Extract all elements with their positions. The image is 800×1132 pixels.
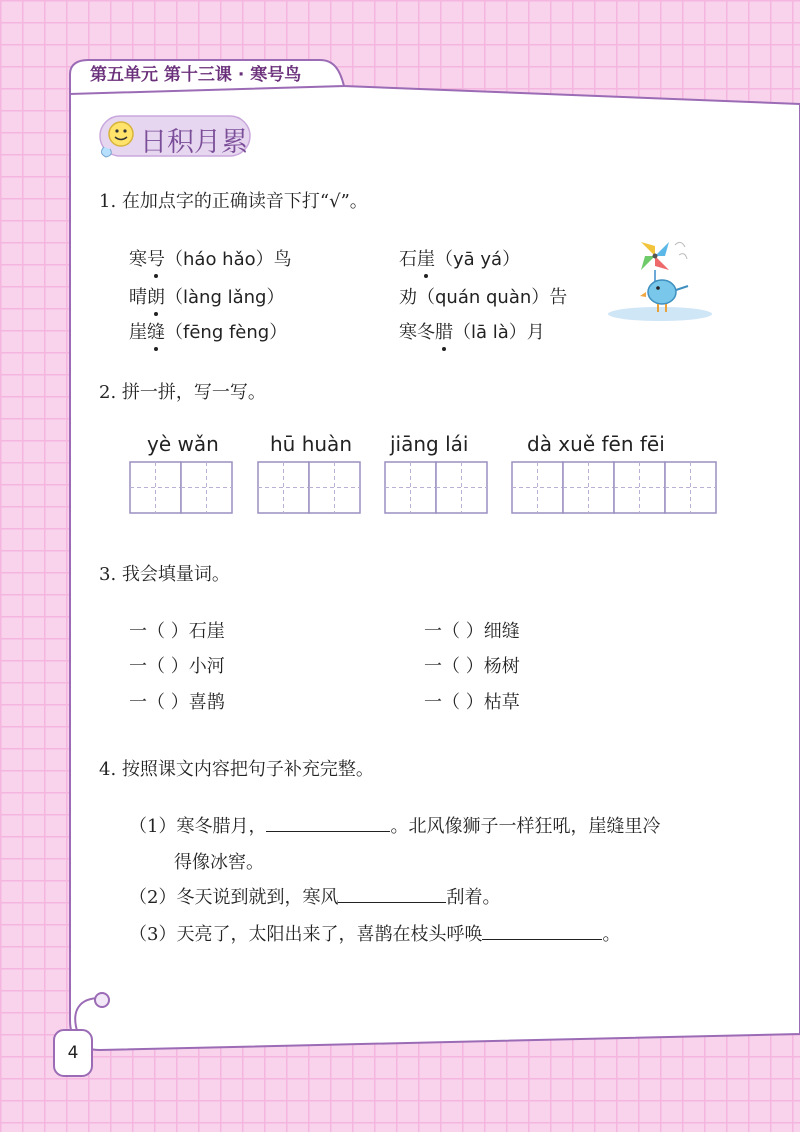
measure-word-item: 一（ ）枯草: [424, 692, 520, 713]
measure-word-item: 一（ ）小河: [129, 656, 225, 677]
answer-blank[interactable]: [266, 813, 390, 832]
q1-item-left-2: 晴朗（làng lǎng）: [129, 283, 284, 309]
q1-item-left-1: 寒号（háo hǎo）鸟: [129, 245, 292, 271]
question-1-title: 1. 在加点字的正确读音下打“√”。: [99, 191, 368, 212]
measure-word-item: 一（ ）喜鹊: [129, 692, 225, 713]
q4-sentence-3: （3）天亮了，太阳出来了，喜鹊在枝头呼唤 。: [129, 920, 620, 946]
pinyin-group-2: hū huàn: [270, 432, 352, 456]
answer-blank[interactable]: [338, 884, 446, 903]
q1-item-right-1: 石崖（yā yá）: [399, 245, 520, 271]
section-title: 日积月累: [140, 127, 248, 158]
pinyin-group-3: jiāng lái: [390, 432, 469, 456]
question-4-title: 4. 按照课文内容把句子补充完整。: [99, 759, 374, 780]
question-2-title: 2. 拼一拼，写一写。: [99, 382, 266, 403]
measure-word-item: 一（ ）石崖: [129, 621, 225, 642]
q4-sentence-1-cont: 得像冰窖。: [174, 852, 264, 873]
answer-blank[interactable]: [482, 921, 602, 940]
q4-sentence-2: （2）冬天说到就到，寒风 刮着。: [129, 883, 500, 909]
q1-item-left-3: 崖缝（fēng fèng）: [129, 318, 287, 344]
q1-item-right-3: 寒冬腊（lā là）月: [399, 318, 545, 344]
measure-word-item: 一（ ）细缝: [424, 621, 520, 642]
pinyin-group-1: yè wǎn: [147, 432, 219, 456]
pinyin-group-4: dà xuě fēn fēi: [527, 432, 665, 456]
q1-item-right-2: 劝（quán quàn）告: [399, 287, 568, 308]
q4-sentence-1: （1）寒冬腊月， 。北风像狮子一样狂吼，崖缝里冷: [129, 812, 660, 838]
writing-grids: [130, 462, 716, 513]
measure-word-item: 一（ ）杨树: [424, 656, 520, 677]
lesson-title: 第五单元 第十三课 · 寒号鸟: [90, 65, 302, 85]
question-3-title: 3. 我会填量词。: [99, 564, 230, 585]
page-number: 4: [67, 1043, 79, 1063]
